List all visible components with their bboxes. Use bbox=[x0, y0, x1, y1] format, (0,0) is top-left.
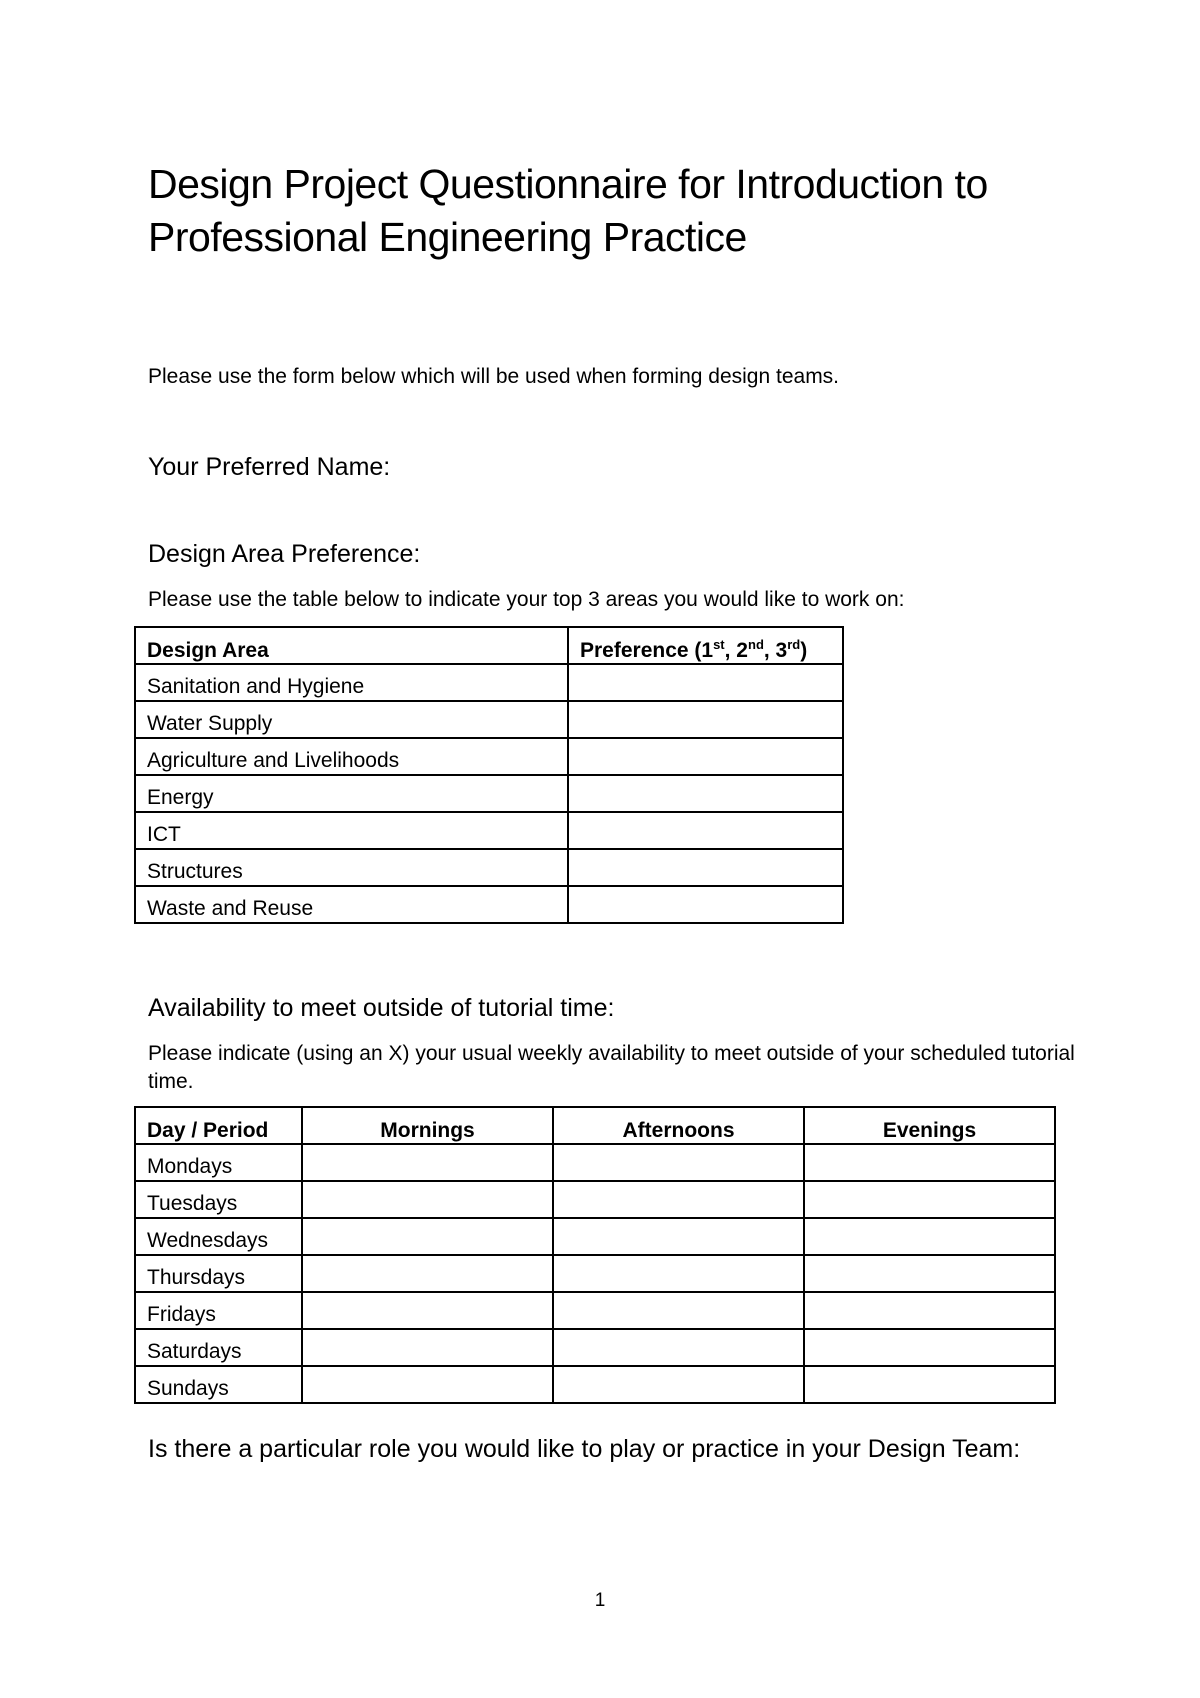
day-cell: Mondays bbox=[135, 1144, 302, 1181]
design-area-cell: Waste and Reuse bbox=[135, 886, 568, 923]
preferred-name-label: Your Preferred Name: bbox=[148, 453, 391, 481]
table-row bbox=[135, 775, 843, 812]
availability-evenings-cell[interactable] bbox=[804, 1218, 1055, 1255]
design-area-cell: Agriculture and Livelihoods bbox=[135, 738, 568, 775]
column-header-day-period: Day / Period bbox=[135, 1107, 302, 1144]
column-header-mornings: Mornings bbox=[302, 1107, 553, 1144]
table-row bbox=[135, 1292, 1055, 1329]
availability-afternoons-cell[interactable] bbox=[553, 1366, 804, 1403]
table-row bbox=[135, 849, 843, 886]
table-row bbox=[135, 1366, 1055, 1403]
availability-evenings-cell[interactable] bbox=[804, 1366, 1055, 1403]
table-row bbox=[135, 812, 843, 849]
preference-cell[interactable] bbox=[568, 664, 843, 701]
availability-mornings-cell[interactable] bbox=[302, 1329, 553, 1366]
availability-instruction: Please indicate (using an X) your usual weekly availability to meet outside of your scheduled tutorial time. bbox=[148, 1042, 1075, 1093]
column-header-preference: Preference (1st, 2nd, 3rd) bbox=[568, 627, 843, 664]
day-cell: Fridays bbox=[135, 1292, 302, 1329]
design-area-cell: Water Supply bbox=[135, 701, 568, 738]
table-row bbox=[135, 701, 843, 738]
column-header-afternoons: Afternoons bbox=[553, 1107, 804, 1144]
page-number: 1 bbox=[594, 1590, 606, 1611]
availability-mornings-cell[interactable] bbox=[302, 1255, 553, 1292]
design-area-cell: Structures bbox=[135, 849, 568, 886]
design-area-header-row bbox=[135, 627, 843, 664]
design-area-cell: ICT bbox=[135, 812, 568, 849]
preference-cell[interactable] bbox=[568, 775, 843, 812]
table-row bbox=[135, 1144, 1055, 1181]
design-area-heading: Design Area Preference: bbox=[148, 540, 421, 568]
availability-evenings-cell[interactable] bbox=[804, 1181, 1055, 1218]
day-cell: Saturdays bbox=[135, 1329, 302, 1366]
availability-evenings-cell[interactable] bbox=[804, 1255, 1055, 1292]
preference-cell[interactable] bbox=[568, 886, 843, 923]
availability-mornings-cell[interactable] bbox=[302, 1218, 553, 1255]
preference-cell[interactable] bbox=[568, 849, 843, 886]
day-cell: Thursdays bbox=[135, 1255, 302, 1292]
table-row bbox=[135, 1255, 1055, 1292]
day-cell: Sundays bbox=[135, 1366, 302, 1403]
preference-cell[interactable] bbox=[568, 701, 843, 738]
column-header-design-area: Design Area bbox=[135, 627, 568, 664]
preference-cell[interactable] bbox=[568, 738, 843, 775]
day-cell: Wednesdays bbox=[135, 1218, 302, 1255]
availability-mornings-cell[interactable] bbox=[302, 1144, 553, 1181]
table-row bbox=[135, 1181, 1055, 1218]
table-row bbox=[135, 664, 843, 701]
intro-text: Please use the form below which will be used when forming design teams. bbox=[148, 365, 840, 388]
role-question: Is there a particular role you would like to play or practice in your Design Team: bbox=[148, 1435, 1021, 1463]
availability-mornings-cell[interactable] bbox=[302, 1292, 553, 1329]
document-title: Design Project Questionnaire for Introduction to Professional Engineering Practice bbox=[148, 161, 988, 260]
availability-afternoons-cell[interactable] bbox=[553, 1144, 804, 1181]
availability-evenings-cell[interactable] bbox=[804, 1292, 1055, 1329]
column-header-evenings: Evenings bbox=[804, 1107, 1055, 1144]
design-area-cell: Energy bbox=[135, 775, 568, 812]
day-cell: Tuesdays bbox=[135, 1181, 302, 1218]
availability-afternoons-cell[interactable] bbox=[553, 1292, 804, 1329]
availability-mornings-cell[interactable] bbox=[302, 1181, 553, 1218]
availability-mornings-cell[interactable] bbox=[302, 1366, 553, 1403]
design-area-instruction: Please use the table below to indicate your top 3 areas you would like to work on: bbox=[148, 588, 905, 611]
table-row bbox=[135, 1218, 1055, 1255]
design-area-cell: Sanitation and Hygiene bbox=[135, 664, 568, 701]
availability-evenings-cell[interactable] bbox=[804, 1144, 1055, 1181]
design-area-table bbox=[134, 626, 844, 924]
availability-afternoons-cell[interactable] bbox=[553, 1218, 804, 1255]
availability-afternoons-cell[interactable] bbox=[553, 1329, 804, 1366]
preference-cell[interactable] bbox=[568, 812, 843, 849]
availability-header-row bbox=[135, 1107, 1055, 1144]
availability-heading: Availability to meet outside of tutorial time: bbox=[148, 994, 615, 1022]
availability-afternoons-cell[interactable] bbox=[553, 1181, 804, 1218]
availability-evenings-cell[interactable] bbox=[804, 1329, 1055, 1366]
table-row bbox=[135, 886, 843, 923]
availability-afternoons-cell[interactable] bbox=[553, 1255, 804, 1292]
table-row bbox=[135, 1329, 1055, 1366]
availability-table bbox=[134, 1106, 1056, 1404]
table-row bbox=[135, 738, 843, 775]
